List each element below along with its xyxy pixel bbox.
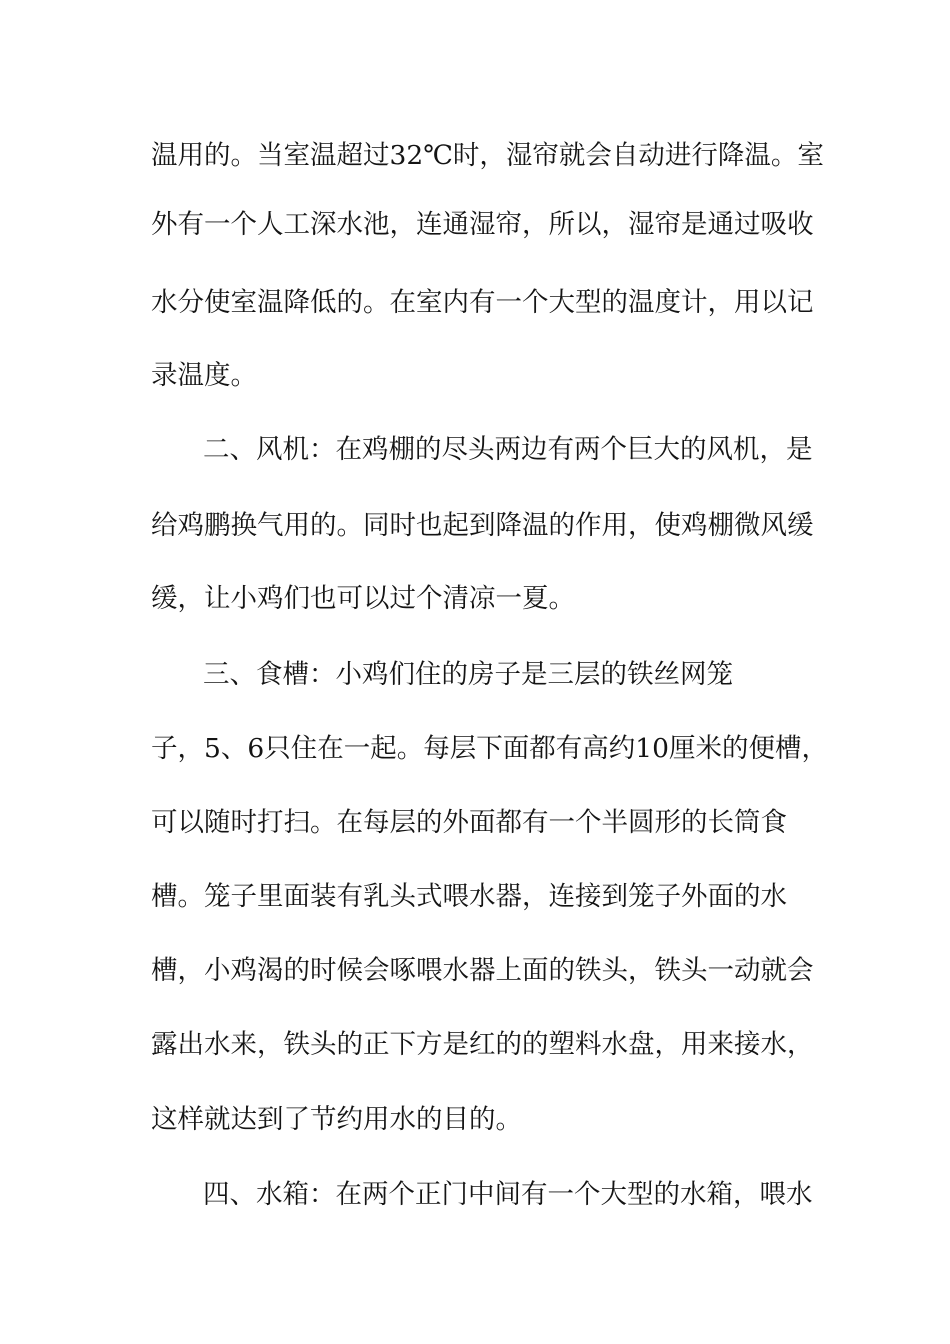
text-line-13: 露出水来，铁头的正下方是红的的塑料水盘，用来接水， <box>151 1029 814 1060</box>
text-line-12: 槽，小鸡渴的时候会啄喂水器上面的铁头，铁头一动就会 <box>151 955 814 986</box>
text-line-9: 子，5、6只住在一起。每层下面都有高约10厘米的便槽， <box>151 733 828 764</box>
text-line-7: 缓，让小鸡们也可以过个清凉一夏。 <box>151 583 575 614</box>
text-line-14: 这样就达到了节约用水的目的。 <box>151 1104 522 1135</box>
text-line-10: 可以随时打扫。在每层的外面都有一个半圆形的长筒食 <box>151 807 787 838</box>
paragraph-trough-start: 三、食槽：小鸡们住的房子是三层的铁丝网笼 <box>203 659 733 690</box>
text-line-11: 槽。笼子里面装有乳头式喂水器，连接到笼子外面的水 <box>151 881 787 912</box>
text-line-6: 给鸡鹏换气用的。同时也起到降温的作用，使鸡棚微风缓 <box>151 510 814 541</box>
text-line-1: 温用的。当室温超过32℃时，湿帘就会自动进行降温。室 <box>151 140 824 171</box>
paragraph-fan-start: 二、风机：在鸡棚的尽头两边有两个巨大的风机，是 <box>203 434 813 465</box>
text-line-3: 水分使室温降低的。在室内有一个大型的温度计，用以记 <box>151 287 814 318</box>
text-line-2: 外有一个人工深水池，连通湿帘，所以，湿帘是通过吸收 <box>151 209 814 240</box>
paragraph-water-tank-start: 四、水箱：在两个正门中间有一个大型的水箱，喂水 <box>203 1179 813 1210</box>
text-line-4: 录温度。 <box>151 360 257 391</box>
